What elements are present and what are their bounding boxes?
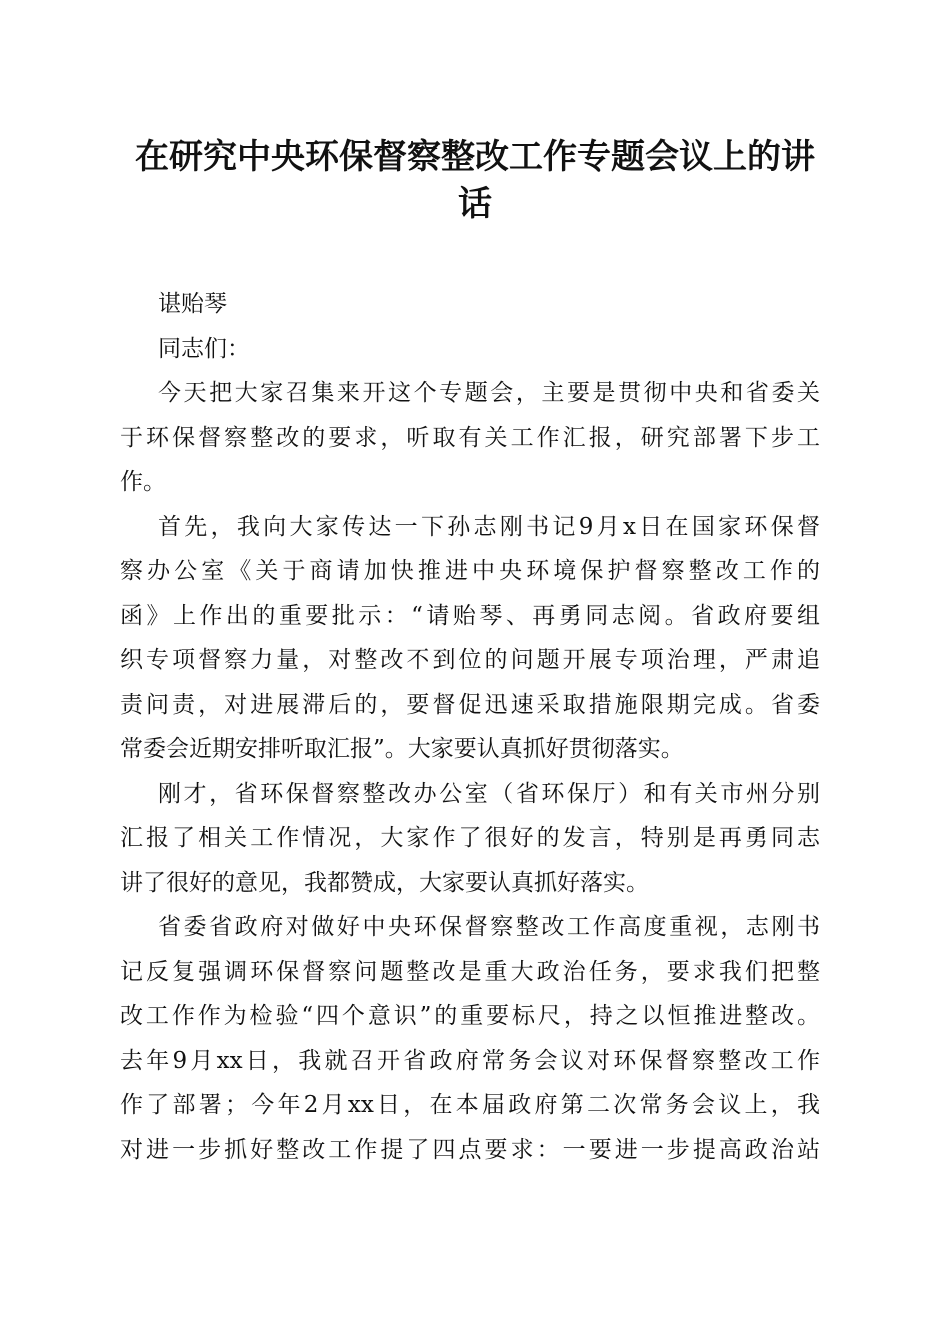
paragraph-line: 织专项督察力量，对整改不到位的问题开展专项治理，严肃追 — [120, 647, 820, 673]
paragraph-line: 讲了很好的意见，我都赞成，大家要认真抓好落实。 — [120, 869, 649, 896]
paragraph-line: 常委会近期安排听取汇报”。大家要认真抓好贯彻落实。 — [120, 736, 684, 762]
paragraph-line: 记反复强调环保督察问题整改是重大政治任务，要求我们把整 — [120, 958, 820, 985]
paragraph-line: 责问责，对进展滞后的，要督促迅速采取措施限期完成。省委 — [120, 691, 820, 718]
paragraph-line: 省委省政府对做好中央环保督察整改工作高度重视，志刚书 — [158, 914, 820, 940]
paragraph-line: 作。 — [120, 469, 166, 495]
paragraph-line: 察办公室《关于商请加快推进中央环境保护督察整改工作的 — [120, 558, 820, 584]
paragraph-line: 刚才，省环保督察整改办公室（省环保厅）和有关市州分别 — [158, 780, 820, 807]
paragraph-line: 首先，我向大家传达一下孙志刚书记9月x日在国家环保督 — [158, 513, 820, 540]
paragraph-line: 函》上作出的重要批示：“请贻琴、再勇同志阅。省政府要组 — [120, 602, 820, 629]
paragraph-line: 去年9月xx日，我就召开省政府常务会议对环保督察整改工作 — [120, 1047, 820, 1074]
paragraph-line: 作了部署；今年2月xx日，在本届政府第二次常务会议上，我 — [120, 1092, 820, 1118]
author-name: 谌贻琴 — [158, 291, 227, 317]
paragraph-line: 改工作作为检验“四个意识”的重要标尺，持之以恒推进整改。 — [120, 1003, 820, 1029]
paragraph-line: 对进一步抓好整改工作提了四点要求：一要进一步提高政治站 — [120, 1136, 820, 1163]
document-body — [120, 282, 820, 1172]
paragraph-line: 于环保督察整改的要求，听取有关工作汇报，研究部署下步工 — [120, 424, 820, 451]
title-line: 在研究中央环保督察整改工作专题会议上的讲 — [135, 137, 815, 177]
title-line: 话 — [458, 184, 492, 224]
paragraph-line: 今天把大家召集来开这个专题会，主要是贯彻中央和省委关 — [158, 380, 820, 406]
salutation: 同志们： — [158, 335, 250, 362]
paragraph-line: 汇报了相关工作情况，大家作了很好的发言，特别是再勇同志 — [120, 825, 820, 851]
document-title — [110, 134, 840, 228]
